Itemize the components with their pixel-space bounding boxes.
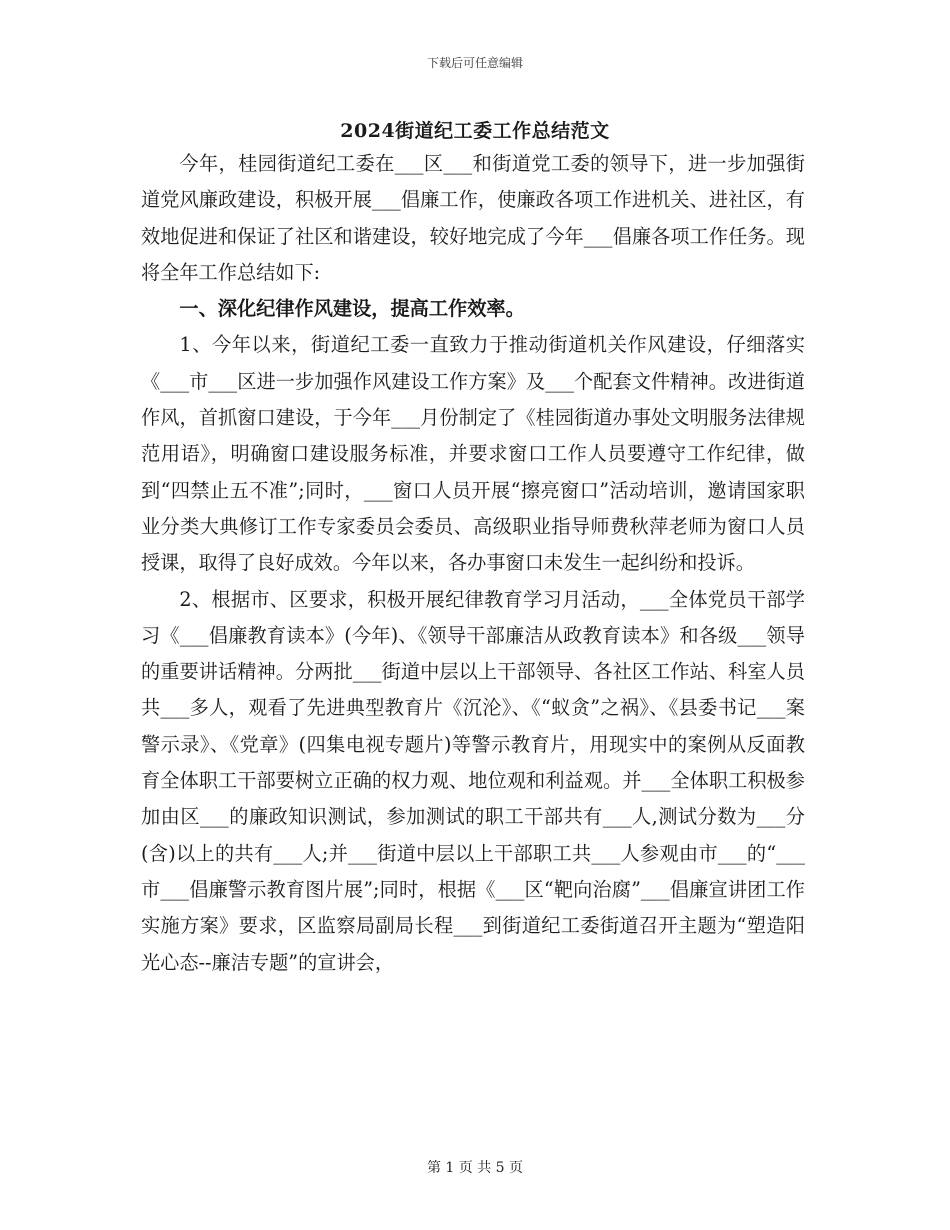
page-number: 第 1 页 共 5 页 bbox=[426, 1160, 524, 1176]
document-title: 2024街道纪工委工作总结范文 bbox=[340, 120, 610, 142]
page-header-note: 下载后可任意编辑 bbox=[426, 56, 523, 70]
document-body bbox=[141, 146, 805, 981]
body-paragraph-1: 1、今年以来，街道纪工委一直致力于推动街道机关作风建设，仔细落实《___市___区进一步加强作风建设工作方案》及___个配套文件精神。改进街道作风，首抓窗口建设，于今年___月份制定了《桂园街道办事处文明服务法律规范用语》，明确窗口建设服务标准，并要求窗口工作人员要遵守工作纪律，做到“四禁止五不准”;同时，___窗口人员开展“擦亮窗口”活动培训，邀请国家职业分类大典修订工作专家委员会委员、高级职业指导师费秋萍老师为窗口人员授课，取得了良好成效。今年以来，各办事窗口未发生一起纠纷和投诉。 bbox=[141, 333, 805, 575]
body-paragraph-2: 2、根据市、区要求，积极开展纪律教育学习月活动，___全体党员干部学习《___倡廉教育读本》(今年)、《领导干部廉洁从政教育读本》和各级___领导的重要讲话精神。分两批___街道中层以上干部领导、各社区工作站、科室人员共___多人，观看了先进典型教育片《沉沦》、《“蚁贪”之祸》、《县委书记___案警示录》、《党章》(四集电视专题片)等警示教育片，用现实中的案例从反面教育全体职工干部要树立正确的权力观、地位观和利益观。并___全体职工积极参加由区___的廉政知识测试，参加测试的职工干部共有___人,测试分数为___分(含)以上的共有___人;并___街道中层以上干部职工共___人参观由市___的“___市___倡廉警示教育图片展”;同时，根据《___区“靶向治腐”___倡廉宣讲团工作实施方案》要求，区监察局副局长程___到街道纪工委街道召开主题为“塑造阳光心态--廉洁专题”的宣讲会， bbox=[141, 587, 805, 974]
intro-paragraph: 今年，桂园街道纪工委在___区___和街道党工委的领导下，进一步加强街道党风廉政建设，积极开展___倡廉工作，使廉政各项工作进机关、进社区，有效地促进和保证了社区和谐建设，较好地完成了今年___倡廉各项工作任务。现将全年工作总结如下: bbox=[141, 152, 805, 284]
section-heading: 一、深化纪律作风建设，提高工作效率。 bbox=[179, 297, 525, 321]
